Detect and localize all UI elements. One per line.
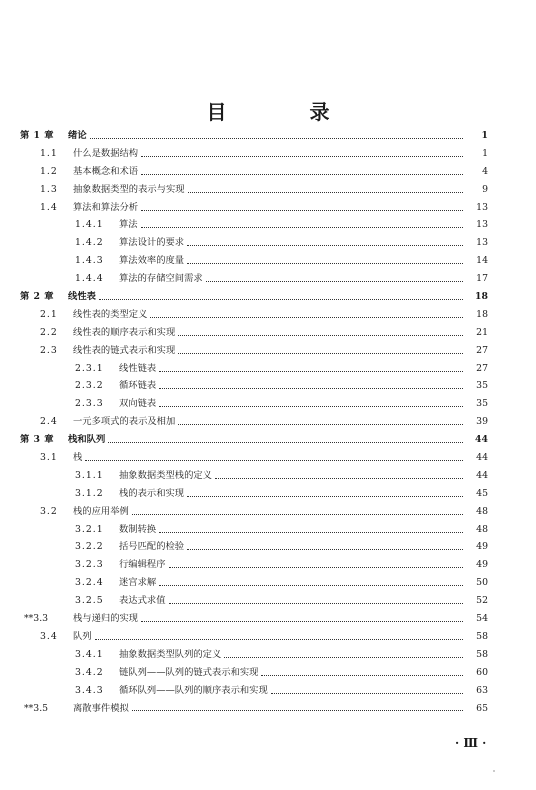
toc-entry-page: 35 (476, 398, 488, 410)
toc-entry[interactable] (0, 324, 536, 342)
toc-entry-title: 链队列——队列的链式表示和实现 (119, 666, 259, 678)
toc-entry[interactable] (0, 306, 536, 324)
toc-entry-number: 1.1 (40, 147, 58, 159)
dot-leader (159, 405, 463, 407)
toc-entry[interactable] (0, 682, 536, 700)
toc-entry-title: 循环队列——队列的顺序表示和实现 (119, 684, 268, 696)
dot-leader (108, 441, 463, 443)
toc-entry-number: 1.4.2 (75, 237, 104, 249)
toc-entry-title: 栈的表示和实现 (119, 487, 185, 499)
dot-leader (159, 531, 463, 533)
dot-leader (159, 370, 463, 372)
toc-entry-page: 52 (476, 595, 488, 607)
toc-entry[interactable] (0, 199, 536, 217)
toc-entry[interactable] (0, 574, 536, 592)
toc-entry-title: 线性链表 (119, 362, 157, 374)
toc-entry-page: 17 (476, 273, 488, 285)
toc-entry-number: 3.2.2 (75, 541, 104, 553)
toc-entry[interactable] (0, 485, 536, 503)
toc-entry-page: 63 (476, 684, 488, 696)
toc-entry-number: 3.1.2 (75, 487, 104, 499)
dot-leader (85, 459, 463, 461)
toc-entry-number: 1.4.4 (75, 273, 104, 285)
toc-entry-page: 4 (482, 165, 488, 177)
toc-entry-page: 1 (481, 130, 488, 141)
toc-entry[interactable] (0, 377, 536, 395)
toc-entry-title: 一元多项式的表示及相加 (73, 416, 176, 428)
toc-entry-page: 9 (482, 183, 488, 195)
dot-leader (178, 334, 463, 336)
toc-entry-number: 3.4 (40, 630, 58, 642)
toc-entry-page: 27 (476, 344, 488, 356)
toc-entry-page: 58 (476, 630, 488, 642)
toc-entry-page: 54 (476, 613, 488, 625)
toc-entry[interactable] (0, 413, 536, 431)
toc-entry-title: 行编辑程序 (119, 559, 166, 571)
toc-entry[interactable] (0, 145, 536, 163)
toc-entry-title: 双向链表 (119, 398, 157, 410)
toc-entry[interactable] (0, 181, 536, 199)
toc-entry-title: 队列 (73, 630, 92, 642)
toc-entry-title: 算法和算法分析 (73, 201, 139, 213)
page-title: 目 录 (206, 100, 368, 124)
toc-entry-title: 抽象数据类型栈的定义 (119, 469, 212, 481)
toc-entry-page: 44 (476, 452, 488, 464)
toc-entry-title: 线性表的链式表示和实现 (73, 344, 176, 356)
toc-entry[interactable] (0, 700, 536, 718)
dot-leader (261, 674, 463, 676)
toc-entry-page: 60 (476, 666, 488, 678)
toc-entry-title: 离散事件模拟 (73, 702, 129, 714)
toc-entry-page: 49 (476, 541, 488, 553)
toc-entry[interactable] (0, 163, 536, 181)
toc-entry[interactable] (0, 646, 536, 664)
dot-leader (141, 620, 463, 622)
toc-entry[interactable] (0, 360, 536, 378)
toc-entry-page: 50 (476, 577, 488, 589)
paper-speck (493, 770, 495, 772)
toc-entry-page: 45 (476, 487, 488, 499)
toc-entry-number: 3.2.5 (75, 595, 104, 607)
dot-leader (224, 656, 463, 658)
dot-leader (169, 566, 464, 568)
dot-leader (132, 513, 463, 515)
toc-entry-number: 第 1 章 (20, 130, 55, 141)
dot-leader (178, 352, 463, 354)
toc-entry-number: 1.3 (40, 183, 58, 195)
toc-entry-number: 3.2.3 (75, 559, 104, 571)
toc-entry-page: 48 (476, 505, 488, 517)
toc-entry-number: 3.2.4 (75, 577, 104, 589)
toc-entry-number: 3.4.3 (75, 684, 104, 696)
toc-entry-number: 3.2 (40, 505, 58, 517)
toc-entry-title: 绪论 (68, 130, 87, 141)
dot-leader (150, 316, 463, 318)
dot-leader (159, 584, 463, 586)
dot-leader (215, 477, 463, 479)
toc-entry-number: 2.2 (40, 326, 58, 338)
toc-entry-number: 1.4.1 (75, 219, 104, 231)
toc-chapter-entry[interactable] (0, 431, 536, 449)
dot-leader (178, 423, 463, 425)
toc-entry-title: 抽象数据类型队列的定义 (119, 648, 222, 660)
toc-entry-number: 第 2 章 (20, 291, 55, 303)
dot-leader (141, 173, 463, 175)
toc-entry-title: 算法设计的要求 (119, 237, 185, 249)
toc-entry[interactable] (0, 628, 536, 646)
toc-entry-number: 3.4.1 (75, 648, 104, 660)
dot-leader (169, 602, 464, 604)
toc-chapter-entry[interactable] (0, 127, 536, 145)
toc-entry-title: 栈 (73, 452, 83, 464)
dot-leader (141, 155, 463, 157)
dot-leader (188, 191, 463, 193)
toc-entry[interactable] (0, 610, 536, 628)
toc-entry[interactable] (0, 395, 536, 413)
toc-entry[interactable] (0, 664, 536, 682)
toc-entry-page: 21 (476, 326, 488, 338)
toc-entry-title: 迷宫求解 (119, 577, 157, 589)
toc-entry-page: 14 (476, 255, 488, 267)
toc-entry-number: 1.4 (40, 201, 58, 213)
toc-entry-number: 3.1 (40, 452, 58, 464)
dot-leader (206, 280, 463, 282)
dot-leader (187, 548, 463, 550)
toc-entry-title: 线性表 (68, 291, 96, 303)
dot-leader (99, 298, 463, 300)
toc-entry-page: 13 (476, 219, 488, 231)
dot-leader (141, 209, 463, 211)
toc-entry-page: 39 (476, 416, 488, 428)
toc-entry-number: 1.2 (40, 165, 58, 177)
toc-entry[interactable] (0, 503, 536, 521)
toc-entry-page: 35 (476, 380, 488, 392)
toc-entry-page: 13 (476, 201, 488, 213)
toc-entry[interactable] (0, 252, 536, 270)
toc-entry-number: **3.3 (24, 613, 49, 625)
toc-entry[interactable] (0, 538, 536, 556)
toc-entry-page: 1 (482, 147, 488, 159)
toc-entry[interactable] (0, 270, 536, 288)
toc-entry-number: 3.2.1 (75, 523, 104, 535)
toc-entry-title: 什么是数据结构 (73, 147, 139, 159)
toc-entry-number: 2.1 (40, 308, 58, 320)
toc-entry-page: 44 (476, 469, 488, 481)
dot-leader (141, 226, 463, 228)
toc-chapter-entry[interactable] (0, 288, 536, 306)
toc-entry-page: 18 (476, 308, 488, 320)
toc-entry-page: 44 (475, 434, 488, 446)
dot-leader (271, 692, 463, 694)
dot-leader (159, 387, 463, 389)
toc-entry[interactable] (0, 216, 536, 234)
toc-entry-page: 65 (476, 702, 488, 714)
toc-entry[interactable] (0, 342, 536, 360)
toc-entry-number: 1.4.3 (75, 255, 104, 267)
toc-entry-number: 2.3.2 (75, 380, 104, 392)
toc-entry-page: 48 (476, 523, 488, 535)
toc-entry[interactable] (0, 467, 536, 485)
toc-entry[interactable] (0, 521, 536, 539)
toc-entry-title: 数制转换 (119, 523, 157, 535)
toc-entry-title: 栈的应用举例 (73, 505, 129, 517)
toc-entry-number: 2.4 (40, 416, 58, 428)
toc-entry-page: 18 (475, 291, 488, 303)
toc-entry-number: 2.3.3 (75, 398, 104, 410)
dot-leader (187, 495, 463, 497)
toc-entry[interactable] (0, 234, 536, 252)
toc-entry-title: 线性表的顺序表示和实现 (73, 326, 176, 338)
toc-entry-title: 表达式求值 (119, 595, 166, 607)
toc-entry-title: 栈与递归的实现 (73, 613, 139, 625)
toc-entry-title: 抽象数据类型的表示与实现 (73, 183, 185, 195)
toc-entry-title: 括号匹配的检验 (119, 541, 185, 553)
toc-entry-title: 栈和队列 (68, 434, 106, 446)
dot-leader (132, 709, 463, 711)
toc-list (0, 127, 536, 717)
dot-leader (187, 262, 463, 264)
toc-entry-page: 58 (476, 648, 488, 660)
dot-leader (90, 137, 463, 139)
toc-entry-number: 第 3 章 (20, 434, 55, 446)
toc-entry-number: 3.4.2 (75, 666, 104, 678)
toc-entry-number: 3.1.1 (75, 469, 104, 481)
toc-entry-title: 线性表的类型定义 (73, 308, 148, 320)
toc-entry-number: 2.3.1 (75, 362, 104, 374)
toc-entry[interactable] (0, 449, 536, 467)
toc-entry-page: 49 (476, 559, 488, 571)
toc-entry-title: 算法 (119, 219, 138, 231)
toc-entry-title: 基本概念和术语 (73, 165, 139, 177)
dot-leader (95, 638, 463, 640)
toc-entry[interactable] (0, 592, 536, 610)
toc-entry-title: 算法效率的度量 (119, 255, 185, 267)
toc-entry-page: 27 (476, 362, 488, 374)
page-number-footer: · Ⅲ · (455, 736, 487, 750)
toc-entry[interactable] (0, 556, 536, 574)
toc-entry-number: 2.3 (40, 344, 58, 356)
dot-leader (187, 244, 463, 246)
toc-entry-page: 13 (476, 237, 488, 249)
toc-entry-number: **3.5 (24, 702, 49, 714)
toc-entry-title: 循环链表 (119, 380, 157, 392)
toc-entry-title: 算法的存储空间需求 (119, 273, 203, 285)
